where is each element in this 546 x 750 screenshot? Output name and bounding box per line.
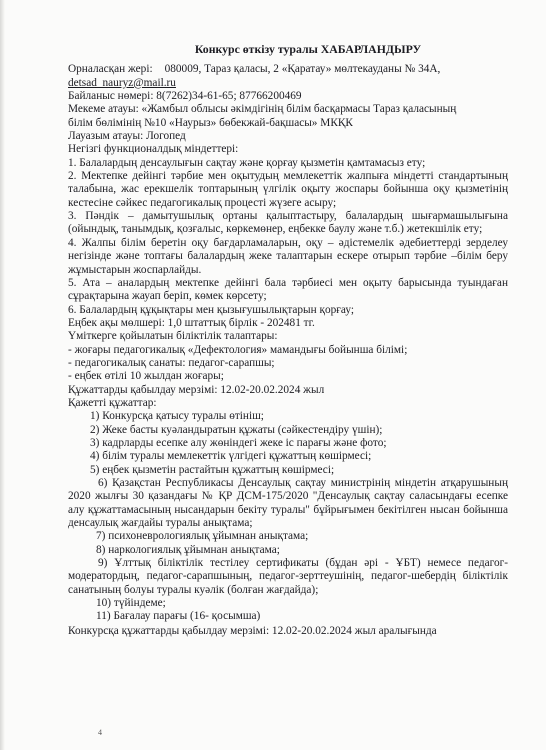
document-item: 1) Конкурсқа қатысу туралы өтініш; [90, 410, 264, 423]
requirement-item: - еңбек өтілі 10 жылдан жоғары; [68, 370, 224, 383]
requirements-header: Үміткерге қойылатын біліктілік талаптары: [68, 330, 278, 343]
document-item: 8) наркологиялық ұйымнан анықтама; [96, 543, 280, 556]
duty-item: 3. Пәндік – дамытушылық ортаны қалыптастыру, балалардың шығармашылығына (ойындық, танымдық, қозғалыс, көркемөнер, еңбекке баулу және т.б.) жетекшілік ету; [68, 210, 508, 236]
duty-item: 2. Мектепке дейінгі тәрбие мен оқытудың мемлекеттік жалпыға міндетті стандартының талабына, жас ерекшелік топтарының үлгілік оқыту жоспары бойынша оқу қызметінің кестесіне сәйкес педагогикалық процесті жүзеге асыру; [68, 170, 508, 209]
organization-line-1: Мекеме атауы: «Жамбыл облысы әкімдігінің білім басқармасы Тараз қаласының [68, 103, 457, 116]
document-item: 11) Бағалау парағы (16- қосымша) [96, 610, 261, 623]
duty-item: 4. Жалпы білім беретін оқу бағдарламаларын, оқу – әдістемелік әдебиеттерді зерделеу негізінде және топтағы балалардың жеке талаптарын ескере отырып тәрбие –білім беру жұмыстарын жоспарлайды. [68, 236, 508, 276]
phone-line: Байланыс нөмері: 8(7262)34-61-65; 87766200469 [68, 90, 302, 103]
document-item: 5) еңбек қызметін растайтын құжаттың көшірмесі; [90, 463, 335, 476]
duty-item: 6. Балалардың құқықтары мен қызығушылықтарын қорғау; [68, 303, 355, 316]
email-line [68, 77, 508, 90]
position-line: Лауазым атауы: Логопед [68, 130, 186, 143]
page-mark: 4 [98, 728, 102, 737]
duty-item: 1. Балалардың денсаулығын сақтау және қорғау қызметін қамтамасыз ету; [68, 156, 426, 169]
requirement-item: - педагогикалық санаты: педагог-сарапшы; [68, 356, 275, 369]
duty-item: 5. Ата – аналардың мектепке дейінгі бала тәрбиесі мен оқыту барысында туындаған сұрақтарына жауап беріп, көмек көрсету; [68, 276, 508, 303]
document-item: 3) кадрларды есепке алу жөніндегі жеке іс парағы және фото; [90, 436, 387, 449]
address-value: 080009, Тараз қаласы, 2 «Қаратау» мөлтекауданы № 34А, [164, 63, 441, 76]
document-item-6: 6) Қазақстан Республикасы Денсаулық сақтау министрінің міндетін атқарушының 2020 жылғы 30 қазандағы № ҚР ДСМ-175/2020 "Денсаулық сақтау саласындағы есепке алу құжаттамасының нысандарын бекіту туралы" бұйрығымен бекітілген нысан бойынша денсаулық жағдайы туралы анықтама; [68, 477, 508, 530]
document-item: 2) Жеке басты куәландыратын құжаты (сәйкестендіру үшін); [90, 423, 383, 436]
document-title: Конкурс өткізу туралы ХАБАРЛАНДЫРУ [194, 42, 422, 56]
document-body [68, 43, 508, 638]
final-acceptance-period: Конкурсқа құжаттарды қабылдау мерзімі: 12.02-20.02.2024 жыл аралығында [68, 624, 437, 637]
documents-header: Қажетті құжаттар: [68, 396, 157, 409]
document-item-9: 9) Ұлттық біліктілік тестілеу сертификаты (бұдан әрі - ҰБТ) немесе педагог-модератордың, педагог-сарапшының, педагог-зерттеушінің, педагог-шебердің біліктілік санатының болуы туралы куәлік (болған жағдайда); [68, 557, 508, 596]
scan-edge-shadow [0, 0, 5, 750]
salary-line: Еңбек ақы мөлшері: 1,0 штаттық бірлік - 202481 тг. [68, 316, 315, 329]
document-item: 7) психоневрологиялық ұйымнан анықтама; [96, 530, 309, 543]
document-item: 4) білім туралы мемлекеттік үлгідегі құжаттың көшірмесі; [90, 450, 372, 463]
document-item: 10) түйіндеме; [96, 597, 166, 610]
email-link[interactable]: detsad_nauryz@mail.ru [68, 76, 176, 89]
requirement-item: - жоғары педагогикалық «Дефектология» мамандығы бойынша білімі; [68, 343, 408, 356]
address-label: Орналасқан жері: [68, 63, 153, 76]
address-line [68, 63, 508, 76]
organization-line-2: білім бөлімінің №10 «Наурыз» бөбекжай-бақшасы» МКҚК [68, 116, 353, 129]
duties-header: Негізгі функционалдық міндеттері: [68, 143, 239, 156]
acceptance-period: Құжаттарды қабылдау мерзімі: 12.02-20.02.2024 жыл [68, 383, 325, 396]
